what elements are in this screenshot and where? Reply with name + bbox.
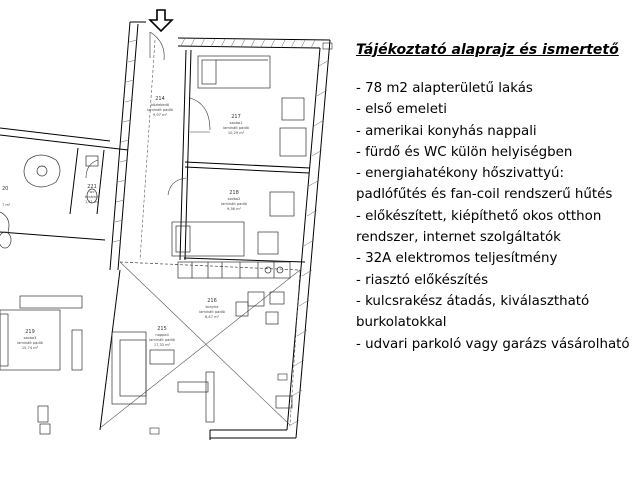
kitchen-counter [178,262,290,324]
furniture-217 [280,98,306,156]
feature-item: burkolatokkal [356,315,447,331]
svg-text:20: 20 [2,186,9,192]
feature-list [356,78,640,355]
feature-item: - fürdő és WC külön helyiségben [356,144,573,160]
feature-item: - 78 m2 alapterületű lakás [356,81,533,96]
svg-text:közlekedő: közlekedő [151,103,169,107]
room-label-20 [2,186,11,207]
plan-markers [150,43,332,434]
exterior-walls [0,22,330,438]
feature-item: rendszer, internet szolgáltatók [356,230,561,246]
svg-text:10,29 m²: 10,29 m² [227,131,245,135]
feature-item: - udvari parkoló vagy garázs vásárolható [356,336,630,352]
living-room-furniture [112,332,292,422]
svg-text:9,97 m²: 9,97 m² [152,113,168,117]
info-title: Tájékoztató alaprajz és ismertető [356,42,619,58]
svg-text:9,36 m²: 9,36 m² [226,207,242,211]
room-label-217 [223,114,249,135]
room-label-215 [149,326,175,347]
svg-text:219: 219 [25,329,35,335]
svg-text:kerámia: kerámia [84,195,100,199]
feature-item: - kulcsrakész átadás, kiválasztható [356,293,590,309]
svg-text:15,74 m²: 15,74 m² [21,346,39,350]
svg-text:laminált padló: laminált padló [223,126,249,130]
svg-text:221: 221 [87,184,97,190]
svg-text:wc: wc [89,190,95,194]
svg-text:217: 217 [231,114,241,120]
bathroom-fixtures [0,155,98,248]
entrance-arrow-icon [150,10,172,31]
svg-text:laminált padló: laminált padló [221,202,247,206]
feature-item: - riasztó előkészítés [356,272,489,288]
svg-text:214: 214 [155,96,165,102]
svg-text:nappali: nappali [155,333,169,337]
corridor-dashed [120,40,300,425]
room-label-216 [199,298,225,319]
feature-item: - előkészített, kiépíthető okos otthon [356,208,602,224]
info-panel [356,42,640,355]
door-swings [86,32,210,195]
svg-text:laminált padló: laminált padló [147,108,173,112]
feature-item: - 32A elektromos teljesítmény [356,251,558,267]
room-219-furniture [0,296,82,434]
svg-text:konyha: konyha [205,305,219,309]
svg-text:laminált padló: laminált padló [149,338,175,342]
open-space-diagonals [100,262,300,428]
wall-hatching [113,38,329,426]
svg-text:laminált padló: laminált padló [17,341,43,345]
room-label-214 [147,96,173,117]
svg-text:215: 215 [157,326,167,332]
svg-text:laminált padló: laminált padló [199,310,225,314]
room-label-219 [17,329,43,350]
svg-text:17,32 m²: 17,32 m² [153,343,171,347]
svg-text:szoba1: szoba1 [229,121,243,125]
room-label-218 [221,190,247,211]
svg-text:216: 216 [207,298,217,304]
feature-item: - első emeleti [356,102,447,118]
svg-text:218: 218 [229,190,239,196]
bed-217 [198,56,270,88]
svg-text:1,41 m²: 1,41 m² [84,200,100,204]
feature-item: - energiahatékony hőszivattyú: [356,166,565,182]
svg-text:7 m²: 7 m² [2,203,11,207]
svg-text:szoba3: szoba3 [23,336,37,340]
svg-text:6,47 m²: 6,47 m² [204,315,220,319]
feature-item: - amerikai konyhás nappali [356,123,537,139]
feature-item: padlófűtés és fan-coil rendszerű hűtés [356,187,613,203]
svg-text:szoba2: szoba2 [227,197,241,201]
